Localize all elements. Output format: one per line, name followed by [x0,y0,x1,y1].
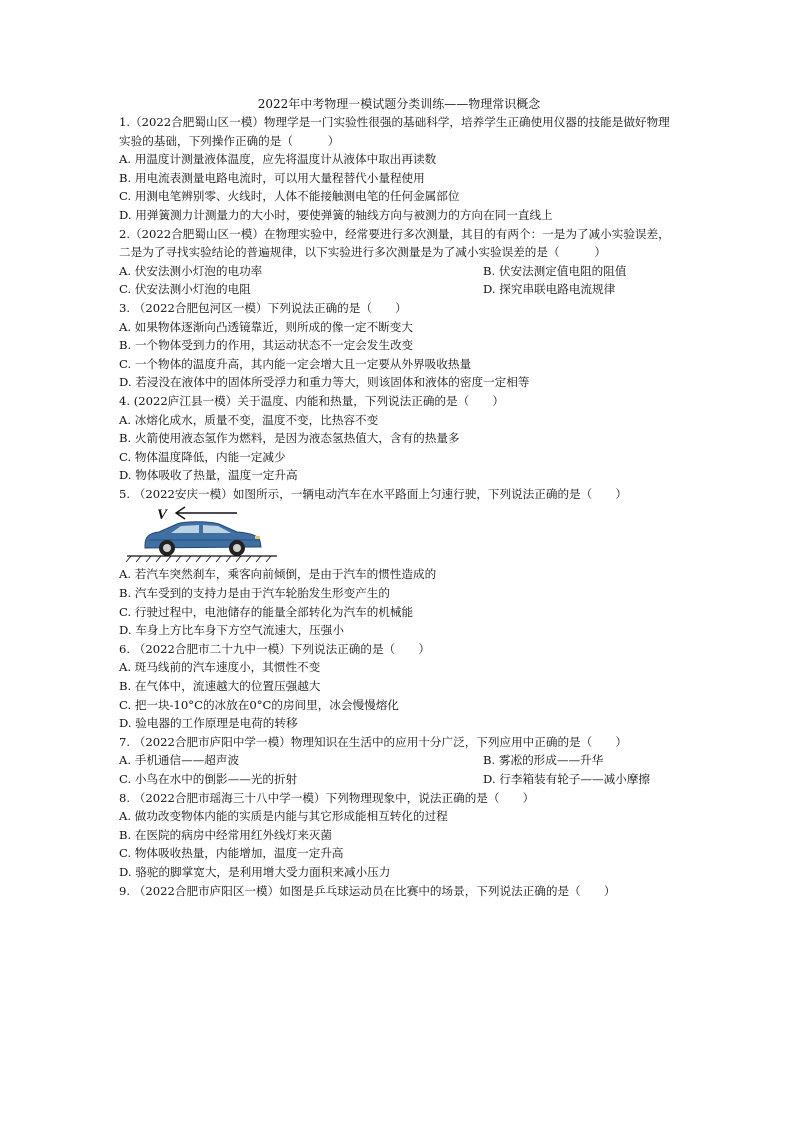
option-a: A. 斑马线前的汽车速度小，其惯性不变 [119,660,321,675]
option-b: B. 用电流表测量电路电流时，可以用大量程替代小量程使用 [119,170,425,185]
option-row [119,770,679,789]
option-a: A. 伏安法测小灯泡的电功率 [119,263,263,278]
car-illustration [119,503,279,565]
question-stem: 5. （2022安庆一模）如图所示，一辆电动汽车在水平路面上匀速行驶，下列说法正确的是（ ） [119,486,628,501]
road-surface [126,556,277,562]
option-c: C. 用测电笔辨别零、火线时，人体不能接触测电笔的任何金属部位 [119,189,460,204]
option-b: B. 雾凇的形成——升华 [483,753,604,768]
option-d: D. 物体吸收了热量，温度一定升高 [119,468,298,483]
question-8 [119,789,679,882]
question-stem: 4. (2022庐江县一模）关于温度、内能和热量，下列说法正确的是（ ） [119,393,504,408]
question-stem: 1.（2022合肥蜀山区一模）物理学是一门实验性很强的基础科学，培养学生正确使用仪器的技能是做好物理实验的基础，下列操作正确的是（ ） [119,115,670,148]
option-a: A. 手机通信——超声波 [119,753,240,768]
option-c: C. 一个物体的温度升高，其内能一定会增大且一定要从外界吸收热量 [119,356,472,371]
option-a: A. 冰熔化成水，质量不变，温度不变，比热容不变 [119,412,379,427]
option-a: A. 用温度计测量液体温度，应先将温度计从液体中取出再读数 [119,152,437,167]
option-b: B. 汽车受到的支持力是由于汽车轮胎发生形变产生的 [119,586,390,601]
option-b: B. 伏安法测定值电阻的阻值 [483,263,627,278]
question-stem: 8. （2022合肥市瑶海三十八中学一模）下列物理现象中，说法正确的是（ ） [119,790,535,805]
question-4 [119,392,679,485]
question-6 [119,640,679,733]
option-d: D. 骆驼的脚掌宽大，是利用增大受力面积来减小压力 [119,864,391,879]
option-row [119,751,679,770]
option-d: D. 探究串联电路电流规律 [483,282,616,297]
question-stem: 6. （2022合肥市二十九中一模）下列说法正确的是（ ） [119,641,430,656]
option-c: C. 小鸟在水中的倒影——光的折射 [119,772,298,786]
option-d: D. 行李箱装有轮子——减小摩擦 [483,772,650,786]
option-d: D. 若浸没在液体中的固体所受浮力和重力等大，则该固体和液体的密度一定相等 [119,375,530,390]
question-1 [119,113,679,225]
option-b: B. 在医院的病房中经常用红外线灯来灭菌 [119,827,332,842]
option-d: D. 验电器的工作原理是电荷的转移 [119,716,298,731]
option-a: A. 做功改变物体内能的实质是内能与其它形成能相互转化的过程 [119,809,448,824]
question-5 [119,485,679,640]
option-c: C. 伏安法测小灯泡的电阻 [119,282,251,297]
doc-title: 2022年中考物理一模试题分类训练——物理常识概念 [257,97,541,111]
question-2 [119,225,679,299]
document-page [119,95,679,900]
option-d: D. 车身上方比车身下方空气流速大，压强小 [119,623,344,638]
option-a: A. 如果物体逐渐向凸透镜靠近，则所成的像一定不断变大 [119,319,413,334]
question-stem: 9. （2022合肥市庐阳区一模）如图是乒乓球运动员在比赛中的场景，下列说法正确的是（ ） [119,883,616,898]
question-stem: 2.（2022合肥蜀山区一模）在物理实验中，经常要进行多次测量，其目的有两个：一是为了减小实验误差，二是为了寻找实验结论的普遍规律，以下实验进行多次测量是为了减小实验误差的是（ ） [119,226,670,260]
velocity-label: V [157,507,168,524]
option-b: B. 火箭使用液态氢作为燃料，是因为液态氢热值大，含有的热量多 [119,431,460,446]
car-figure [119,503,679,565]
option-b: B. 一个物体受到力的作用，其运动状态不一定会发生改变 [119,338,414,353]
question-7 [119,733,679,789]
option-c: C. 行驶过程中，电池储存的能量全部转化为汽车的机械能 [119,604,414,619]
option-b: B. 在气体中，流速越大的位置压强越大 [119,679,321,694]
question-3 [119,299,679,392]
velocity-arrow [176,507,237,519]
option-c: C. 把一块-10°C的冰放在0°C的房间里，冰会慢慢熔化 [119,697,399,712]
option-d: D. 用弹簧测力计测量力的大小时，要使弹簧的轴线方向与被测力的方向在同一直线上 [119,207,553,222]
question-9 [119,882,679,901]
option-c: C. 物体吸收热量，内能增加，温度一定升高 [119,846,344,861]
question-stem: 7. （2022合肥市庐阳中学一模）物理知识在生活中的应用十分广泛，下列应用中正确的是（ ） [119,734,628,749]
option-row [119,280,679,299]
option-c: C. 物体温度降低，内能一定减少 [119,449,286,464]
question-stem: 3. （2022合肥包河区一模）下列说法正确的是（ ） [119,300,407,315]
option-row [119,262,679,281]
option-a: A. 若汽车突然刹车，乘客向前倾倒，是由于汽车的惯性造成的 [119,567,437,582]
